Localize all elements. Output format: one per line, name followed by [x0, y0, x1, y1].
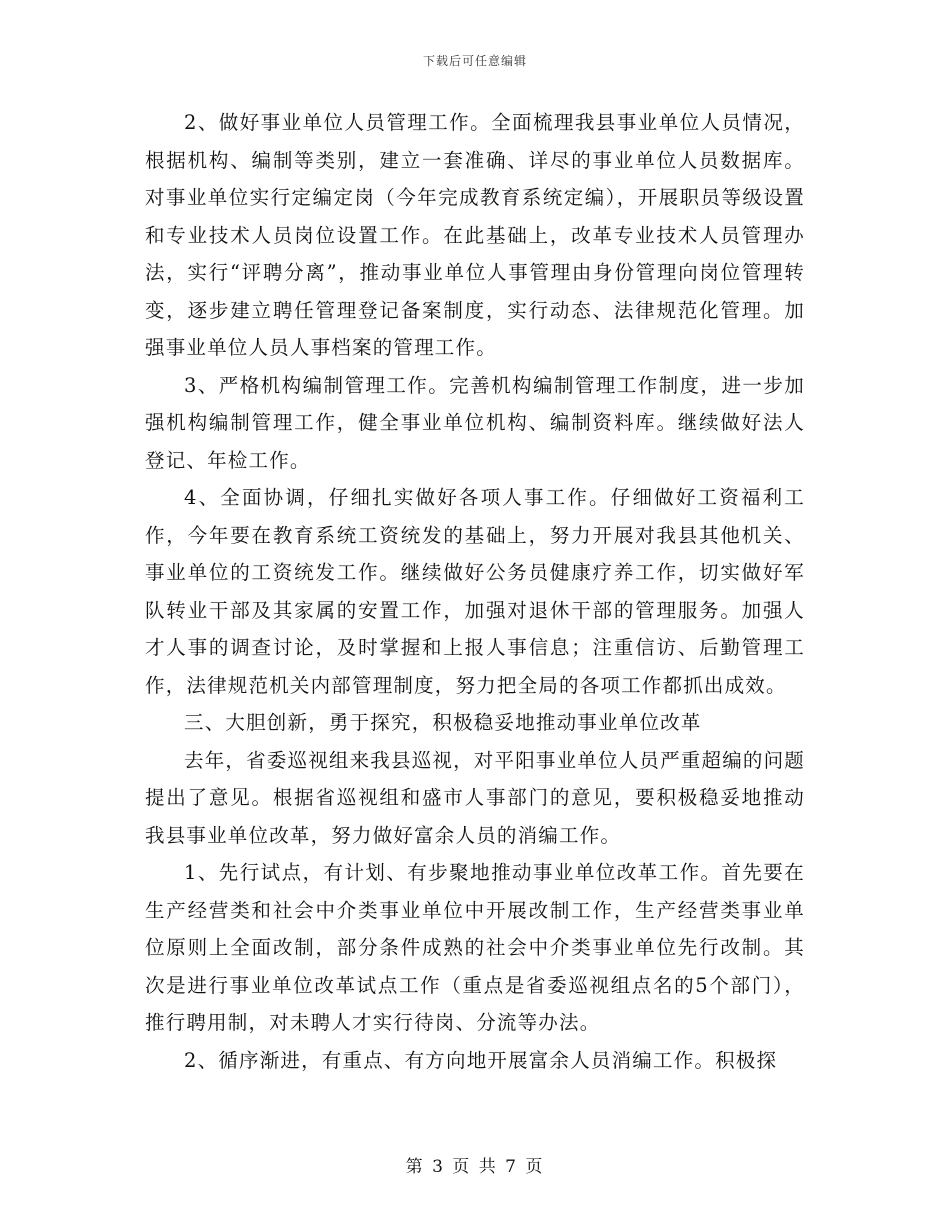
paragraph-7: 2、循序渐进，有重点、有方向地开展富余人员消编工作。积极探 [184, 1048, 778, 1072]
paragraph-3: 4、全面协调，仔细扎实做好各项人事工作。仔细做好工资福利工作，今年要在教育系统工资统发的基础上，努力开展对我县其他机关、事业单位的工资统发工作。继续做好公务员健康疗养工作，切实做好军队转业干部及其家属的安置工作，加强对退休干部的管理服务。加强人才人事的调查讨论，及时掌握和上报人事信息；注重信访、后勤管理工作，法律规范机关内部管理制度，努力把全局的各项工作都抓出成效。 [145, 486, 805, 697]
header-note: 下载后可任意编辑 [422, 54, 527, 68]
paragraph-2: 3、严格机构编制管理工作。完善机构编制管理工作制度，进一步加强机构编制管理工作，健全事业单位机构、编制资料库。继续做好法人登记、年检工作。 [145, 373, 805, 472]
paragraph-5: 去年，省委巡视组来我县巡视，对平阳事业单位人员严重超编的问题提出了意见。根据省巡视组和盛市人事部门的意见，要积极稳妥地推动我县事业单位改革，努力做好富余人员的消编工作。 [145, 748, 806, 847]
paragraph-1: 2、做好事业单位人员管理工作。全面梳理我县事业单位人员情况，根据机构、编制等类别，建立一套准确、详尽的事业单位人员数据库。对事业单位实行定编定岗（今年完成教育系统定编），开展职员等级设置和专业技术人员岗位设置工作。在此基础上，改革专业技术人员管理办法，实行“评聘分离”，推动事业单位人事管理由身份管理向岗位管理转变，逐步建立聘任管理登记备案制度，实行动态、法律规范化管理。加强事业单位人员人事档案的管理工作。 [145, 111, 805, 359]
page-number: 第 3 页 共 7 页 [405, 1157, 545, 1177]
paragraph-6: 1、先行试点，有计划、有步聚地推动事业单位改革工作。首先要在生产经营类和社会中介类事业单位中开展改制工作，生产经营类事业单位原则上全面改制，部分条件成熟的社会中介类事业单位先行改制。其次是进行事业单位改革试点工作（重点是省委巡视组点名的5个部门），推行聘用制，对未聘人才实行待岗、分流等办法。 [145, 861, 805, 1034]
document-body [145, 104, 805, 1079]
section-heading-3: 三、大胆创新，勇于探究，积极稳妥地推动事业单位改革 [184, 711, 702, 734]
